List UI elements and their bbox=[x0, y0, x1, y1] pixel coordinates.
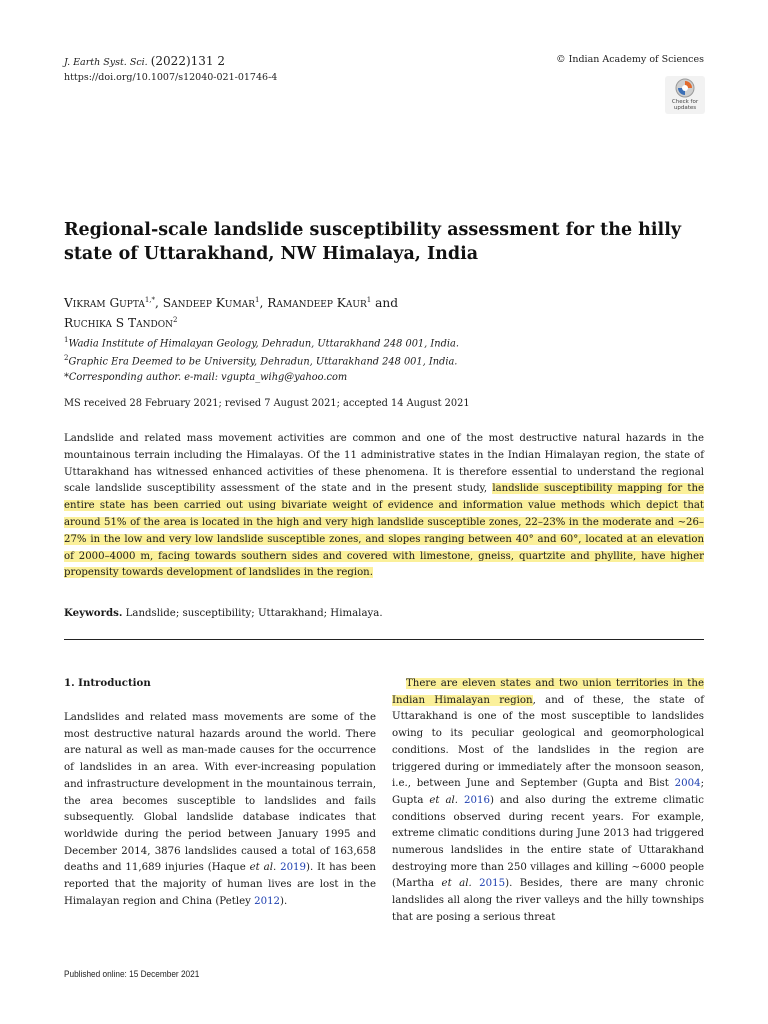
author-name[interactable]: Sandeep Kumar bbox=[162, 296, 255, 311]
left-para-part3: ). bbox=[280, 895, 288, 907]
corresponding-author: *Corresponding author. e-mail: vgupta_wihg@yahoo.com bbox=[64, 371, 348, 383]
section-divider bbox=[64, 639, 704, 640]
published-online: Published online: 15 December 2021 bbox=[64, 968, 200, 979]
journal-volume: (2022)131 2 bbox=[150, 54, 225, 68]
etal: et al. bbox=[429, 794, 459, 806]
badge-line2: updates bbox=[673, 105, 697, 111]
check-for-updates-badge[interactable] bbox=[665, 76, 705, 114]
citation-link[interactable]: 2019 bbox=[280, 862, 307, 874]
left-column-text bbox=[64, 710, 376, 910]
author-sup: 1 bbox=[366, 296, 372, 304]
right-para-part2: ; Gupta bbox=[392, 778, 704, 806]
author-name[interactable]: Ruchika S Tandon bbox=[64, 316, 173, 331]
right-para-part3: ) and also during the extreme climatic conditions observed during recent years. For example, extreme climatic conditions during June 2013 had triggered numerous landslides in the entire state of Uttarakhand destroying more than 250 villages and killing ∼6000 people (Martha bbox=[392, 794, 704, 890]
abstract-text: Landslide and related mass movement activities are common and one of the most destructive natural hazards in the mountainous terrain including the Himalayas. Of the 11 administrative states in the Indian Himalayan region, the state of Uttarakhand has witnessed enhanced activities of these phenomena. It is therefore essential to understand the regional scale landslide susceptibility assessment of the state and in the present study, bbox=[64, 433, 704, 495]
journal-header bbox=[64, 54, 277, 85]
right-para-part4: ). Besides, there are many chronic landslides all along the river valleys and the hilly townships that are posing a serious threat bbox=[392, 878, 705, 923]
etal: et al. bbox=[249, 862, 277, 874]
author-sup: 1,* bbox=[144, 296, 156, 304]
paper-title: Regional-scale landslide susceptibility assessment for the hilly state of Uttarakhand, NW Himalaya, India bbox=[64, 220, 682, 264]
badge-text bbox=[665, 99, 705, 111]
right-highlight: There are eleven states and two union territories in the Indian Himalayan region bbox=[392, 678, 704, 706]
author-name[interactable]: Ramandeep Kaur bbox=[267, 296, 367, 311]
keywords bbox=[64, 607, 383, 619]
author-and: and bbox=[375, 296, 398, 311]
author-sup: 2 bbox=[172, 316, 178, 325]
section-heading: 1. Introduction bbox=[64, 677, 151, 689]
left-para-part2: ). It has been reported that the majority of human lives are lost in the Himalayan region and China (Petley bbox=[64, 862, 376, 907]
affil-sup: 2 bbox=[64, 354, 69, 363]
abstract-highlight: landslide susceptibility mapping for the entire state has been carried out using bivariate weight of evidence and information value methods which depict that around 51% of the area is located in the high and very high landslide susceptible zones, 22–23% in the moderate and ∼26–27% in the low and very low landslide susceptible zones, and slopes ranging between 40° and 60°, located at an elevation of 2000–4000 m, facing towards southern sides and covered with limestone, gneiss, quartzite and phyllite, have higher propensity towards development of landslides in the region. bbox=[64, 483, 704, 579]
citation-link[interactable]: 2012 bbox=[254, 895, 281, 907]
affil-sup: 1 bbox=[64, 336, 69, 344]
keywords-text: Landslide; susceptibility; Uttarakhand; Himalaya. bbox=[125, 608, 383, 619]
journal-name: J. Earth Syst. Sci. bbox=[64, 57, 148, 68]
doi-link[interactable]: https://doi.org/10.1007/s12040-021-01746-4 bbox=[64, 72, 278, 83]
author-name[interactable]: Vikram Gupta bbox=[64, 296, 145, 311]
affiliation-1: Wadia Institute of Himalayan Geology, Dehradun, Uttarakhand 248 001, India. bbox=[68, 338, 459, 350]
affiliations bbox=[64, 333, 704, 385]
publisher-label: © Indian Academy of Sciences bbox=[556, 54, 704, 65]
citation-link[interactable]: 2004 bbox=[674, 778, 701, 790]
citation-link[interactable]: 2015 bbox=[479, 878, 506, 890]
affiliation-2: Graphic Era Deemed to be University, Dehradun, Uttarakhand 248 001, India. bbox=[68, 356, 458, 368]
right-para-part1: , and of these, the state of Uttarakhand is one of the most susceptible to landslides owing to its peculiar geological and geomorphological conditions. Most of the landslides in the region are triggered during or immediately after the monsoon season, i.e., between June and September (Gupta and Bist bbox=[392, 694, 705, 790]
citation-link[interactable]: 2016 bbox=[464, 794, 490, 806]
check-updates-icon bbox=[675, 78, 695, 98]
abstract bbox=[64, 431, 704, 582]
right-column-text bbox=[392, 676, 704, 927]
received-dates: MS received 28 February 2021; revised 7 August 2021; accepted 14 August 2021 bbox=[64, 398, 470, 409]
etal: et al. bbox=[441, 878, 472, 890]
keywords-label: Keywords. bbox=[64, 607, 123, 619]
author-sup: 1 bbox=[254, 296, 260, 304]
author-list: Vikram Gupta$^{1,*}$, Sandeep Kumar$^1$, Ramandeep Kaur$^1$ and Ruchika S Tandon$^2$ bbox=[64, 296, 398, 331]
left-para-part1: Landslides and related mass movements are some of the most destructive natural hazards around the world. There are natural as well as man-made causes for the occurrence of landslides in an area. With ever-increasing population and infrastructure development in the mountainous terrain, the area becomes susceptible to landslides and fails subsequently. Global landslide database indicates that worldwide during the period between January 1995 and December 2014, 3876 landslides caused a total of 163,658 deaths and 11,689 injuries (Haque bbox=[64, 712, 376, 874]
badge-line1: Check for bbox=[671, 99, 699, 105]
